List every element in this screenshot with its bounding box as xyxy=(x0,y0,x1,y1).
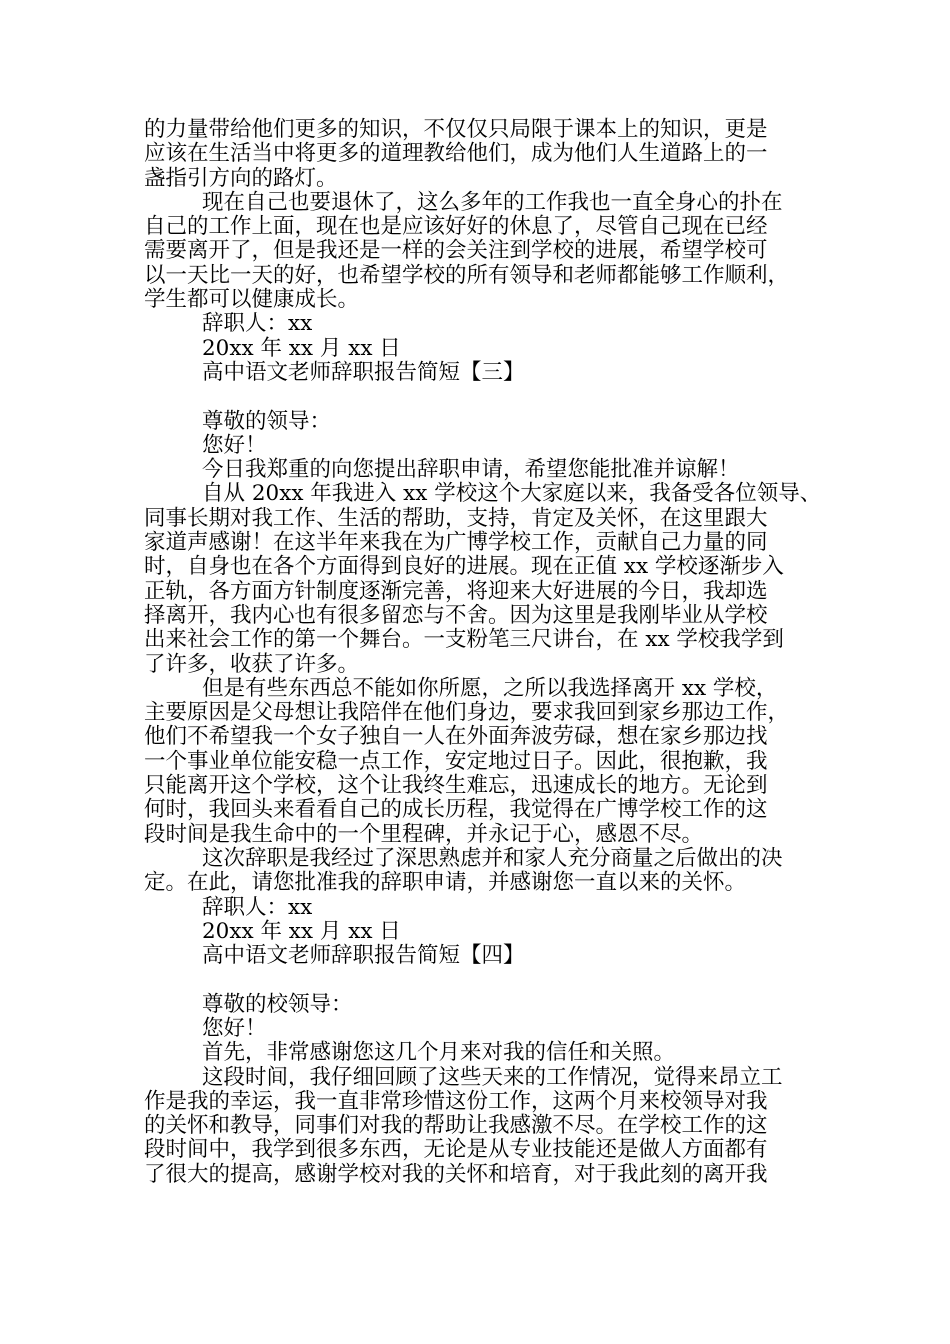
text-line: 盏指引方向的路灯。 xyxy=(144,165,338,191)
text-line: 只能离开这个学校，这个让我终生难忘，迅速成长的地方。无论到 xyxy=(144,773,768,799)
text-line: 择离开，我内心也有很多留恋与不舍。因为这里是我刚毕业从学校 xyxy=(144,602,768,628)
text-line: 但是有些东西总不能如你所愿，之所以我选择离开 xx 学校， xyxy=(202,675,778,701)
text-line: 这段时间，我仔细回顾了这些天来的工作情况，觉得来昂立工 xyxy=(202,1064,783,1090)
text-line: 您好！ xyxy=(202,1015,267,1041)
text-line: 尊敬的校领导： xyxy=(202,991,353,1017)
text-line: 一个事业单位能安稳一点工作，安定地过日子。因此，很抱歉，我 xyxy=(144,748,768,774)
text-line: 20xx 年 xx 月 xx 日 xyxy=(202,918,401,944)
text-line: 以一天比一天的好，也希望学校的所有领导和老师都能够工作顺利， xyxy=(144,262,790,288)
text-line: 了许多，收获了许多。 xyxy=(144,651,360,677)
text-line: 自从 20xx 年我进入 xx 学校这个大家庭以来，我备受各位领导、 xyxy=(202,481,822,507)
text-line: 同事长期对我工作、生活的帮助，支持，肯定及关怀，在这里跟大 xyxy=(144,505,768,531)
text-line: 定。在此，请您批准我的辞职申请，并感谢您一直以来的关怀。 xyxy=(144,870,747,896)
text-line: 的关怀和教导，同事们对我的帮助让我感激不尽。在学校工作的这 xyxy=(144,1113,768,1139)
text-line: 尊敬的领导： xyxy=(202,408,332,434)
text-line: 段时间中，我学到很多东西，无论是从专业技能还是做人方面都有 xyxy=(144,1137,768,1163)
text-line: 20xx 年 xx 月 xx 日 xyxy=(202,335,401,361)
text-line: 主要原因是父母想让我陪伴在他们身边，要求我回到家乡那边工作， xyxy=(144,700,790,726)
text-line: 高中语文老师辞职报告简短【三】 xyxy=(202,359,525,385)
text-line: 高中语文老师辞职报告简短【四】 xyxy=(202,943,525,969)
text-line: 出来社会工作的第一个舞台。一支粉笔三尺讲台，在 xx 学校我学到 xyxy=(144,627,784,653)
text-line: 首先，非常感谢您这几个月来对我的信任和关照。 xyxy=(202,1040,676,1066)
text-line: 家道声感谢！在这半年来我在为广博学校工作，贡献自己力量的同 xyxy=(144,530,768,556)
text-line: 现在自己也要退休了，这么多年的工作我也一直全身心的扑在 xyxy=(202,189,783,215)
text-line: 了很大的提高，感谢学校对我的关怀和培育，对于我此刻的离开我 xyxy=(144,1161,768,1187)
blank-line xyxy=(144,385,810,409)
text-line: 他们不希望我一个女子独自一人在外面奔波劳碌，想在家乡那边找 xyxy=(144,724,768,750)
text-line: 何时，我回头来看看自己的成长历程，我觉得在广博学校工作的这 xyxy=(144,797,768,823)
text-line: 自己的工作上面，现在也是应该好好的休息了，尽管自己现在已经 xyxy=(144,214,768,240)
text-line: 今日我郑重的向您提出辞职申请，希望您能批准并谅解！ xyxy=(202,457,740,483)
text-line: 辞职人：xx xyxy=(202,894,313,920)
text-line: 正轨，各方面方针制度逐渐完善，将迎来大好进展的今日，我却选 xyxy=(144,578,768,604)
text-line: 辞职人：xx xyxy=(202,311,313,337)
text-line: 需要离开了，但是我还是一样的会关注到学校的进展，希望学校可 xyxy=(144,238,768,264)
text-line: 您好！ xyxy=(202,432,267,458)
text-line: 这次辞职是我经过了深思熟虑并和家人充分商量之后做出的决 xyxy=(202,845,783,871)
text-line: 作是我的幸运，我一直非常珍惜这份工作，这两个月来校领导对我 xyxy=(144,1088,768,1114)
text-line: 段时间是我生命中的一个里程碑，并永记于心，感恩不尽。 xyxy=(144,821,704,847)
text-line: 时，自身也在各个方面得到良好的进展。现在正值 xx 学校逐渐步入 xyxy=(144,554,784,580)
blank-line xyxy=(144,968,810,992)
text-line: 应该在生活当中将更多的道理教给他们，成为他们人生道路上的一 xyxy=(144,141,768,167)
document-page xyxy=(144,117,822,1187)
text-line: 的力量带给他们更多的知识，不仅仅只局限于课本上的知识，更是 xyxy=(144,117,768,142)
text-line: 学生都可以健康成长。 xyxy=(144,287,360,313)
